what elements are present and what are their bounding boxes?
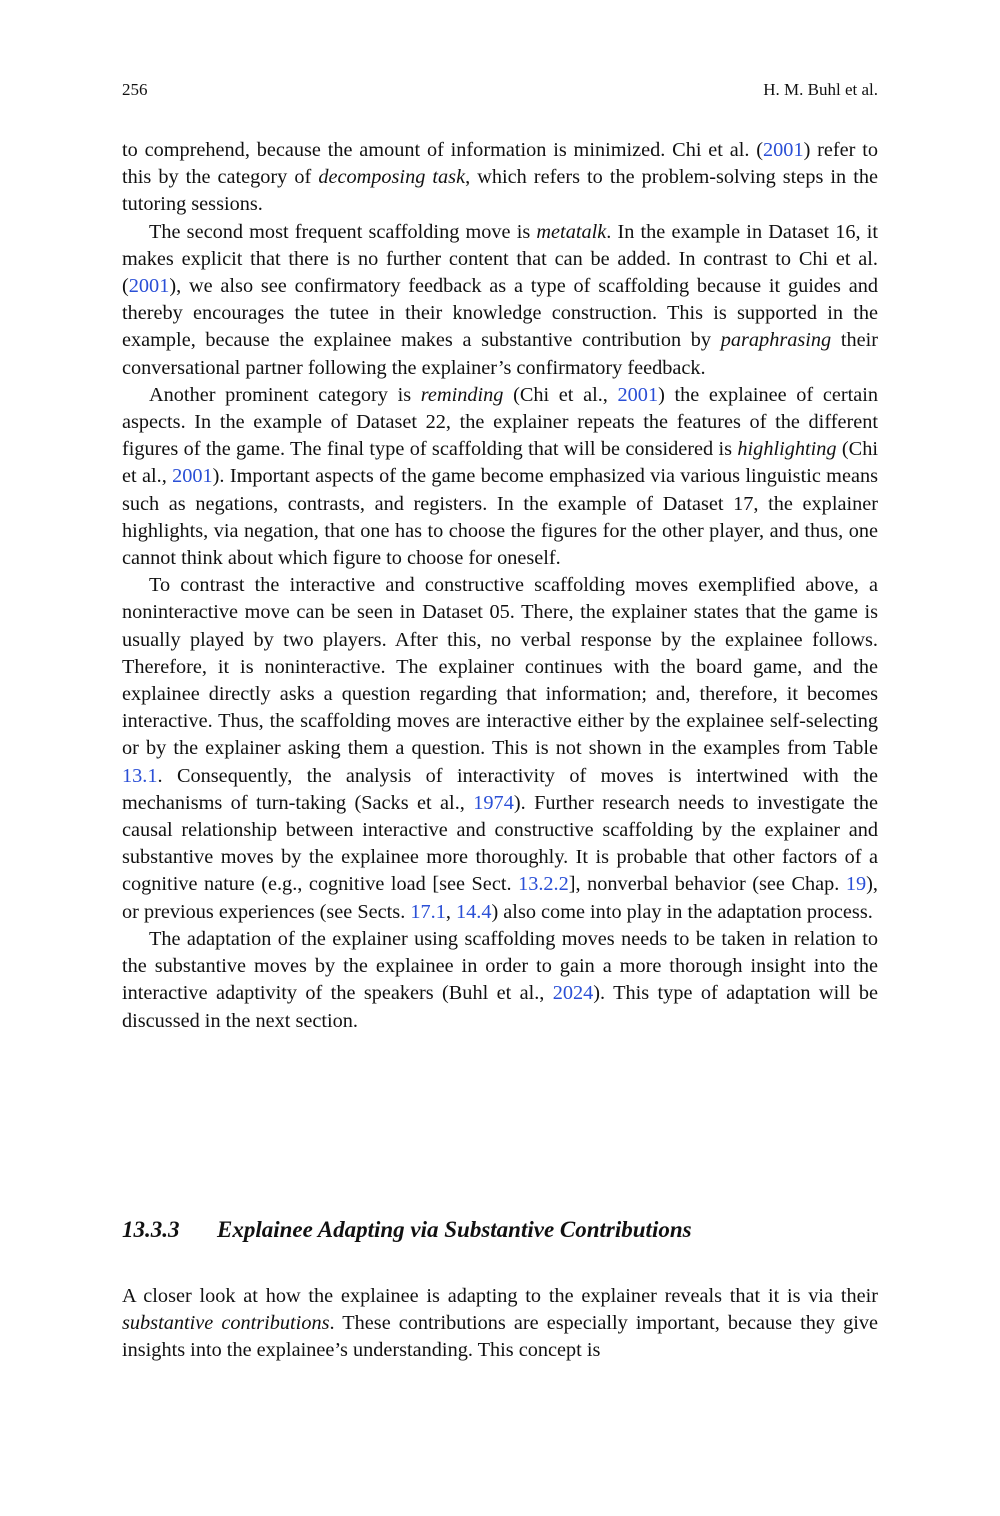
citation-link[interactable]: 13.1	[122, 764, 158, 787]
paragraph	[122, 1283, 878, 1365]
text-run: ,	[445, 900, 456, 923]
italic-term: reminding	[420, 383, 504, 406]
running-head: H. M. Buhl et al.	[763, 80, 878, 99]
page-header	[122, 80, 878, 100]
paragraph	[122, 572, 878, 926]
italic-term: decomposing task	[318, 166, 466, 189]
text-run: Another prominent category is	[149, 383, 421, 406]
text-run: (Chi et al.,	[122, 438, 878, 488]
italic-term: paraphrasing	[720, 329, 832, 352]
text-run: ) the explainee of certain aspects. In the example of Dataset 22, the explainer repeats the features of the different figures of the game. The final type of scaffolding that will be considered is	[122, 383, 878, 461]
citation-link[interactable]: 14.4	[455, 900, 492, 923]
section-number: 13.3.3	[122, 1217, 180, 1242]
section-body-text	[122, 1283, 878, 1365]
body-text	[122, 137, 878, 1035]
text-run: The adaptation of the explainer using scaffolding moves needs to be taken in relation to the substantive moves by the explainee in order to gain a more thorough insight into the interactive adaptivity of the speakers (Buhl et al.,	[122, 927, 878, 1005]
text-run: ], nonverbal behavior (see Chap.	[568, 873, 846, 896]
citation-link[interactable]: 17.1	[410, 900, 446, 923]
citation-link[interactable]: 2001	[763, 139, 804, 161]
citation-link[interactable]: 19	[845, 873, 867, 896]
text-run: ). Further research needs to investigate the causal relationship between interactive and constructive scaffolding by the explainer and substantive moves by the explainee more thoroughly. It is probable that other factors of a cognitive nature (e.g., cognitive load [see Sect.	[122, 791, 878, 896]
text-run: To contrast the interactive and constructive scaffolding moves exemplified above, a noninteractive move can be seen in Dataset 05. There, the explainer states that the game is usually played by two players. After this, no verbal response by the explainee follows. Therefore, it is noninteractive. The explainer continues with the board game, and the explainee directly asks a question regarding that information; and, therefore, it becomes interactive. Thus, the scaffolding moves are interactive either by the explainee self-selecting or by the explainer asking them a question. This is not shown in the examples from Table	[122, 574, 878, 760]
citation-link[interactable]: 2001	[128, 275, 170, 298]
text-run: , which refers to the problem-solving steps in the tutoring sessions.	[122, 166, 878, 216]
text-run: . These contributions are especially important, because they give insights into the explainee’s understanding. This concept is	[122, 1312, 878, 1362]
page-number: 256	[122, 80, 148, 99]
text-run: . In the example in Dataset 16, it makes explicit that there is no further content that can be added. In contrast to Chi et al. (	[122, 220, 878, 298]
citation-link[interactable]: 2024	[552, 982, 594, 1005]
italic-term: metatalk	[536, 220, 607, 243]
text-run: to comprehend, because the amount of information is minimized. Chi et al. (	[122, 139, 764, 161]
section-title: Explainee Adapting via Substantive Contributions	[217, 1217, 692, 1242]
italic-term: highlighting	[737, 438, 837, 461]
citation-link[interactable]: 1974	[473, 791, 514, 814]
text-run: ). Important aspects of the game become emphasized via various linguistic means such as negations, contrasts, and registers. In the example of Dataset 17, the explainer highlights, via negation, that one has to choose the figures for the other player, and thus, one cannot think about which figure to choose for oneself.	[122, 465, 878, 570]
paragraph	[122, 382, 878, 572]
text-run: ) also come into play in the adaptation process.	[491, 900, 873, 923]
italic-term: substantive contributions	[122, 1312, 330, 1335]
citation-link[interactable]: 2001	[617, 383, 659, 406]
text-run: A closer look at how the explainee is adapting to the explainer reveals that it is via their	[122, 1285, 878, 1307]
paragraph	[122, 137, 878, 219]
citation-link[interactable]: 2001	[172, 465, 213, 488]
text-run: (Chi et al.,	[503, 383, 618, 406]
paragraph	[122, 926, 878, 1035]
text-run: . Consequently, the analysis of interactivity of moves is intertwined with the mechanisms of turn-taking (Sacks et al.,	[122, 764, 878, 814]
text-run: ), or previous experiences (see Sects.	[122, 873, 878, 923]
text-run: ) refer to this by the category of	[122, 139, 878, 189]
text-run: ), we also see confirmatory feedback as a type of scaffolding because it guides and thereby encourages the tutee in their knowledge construction. This is supported in the example, because the explainee makes a substantive contribution by	[122, 275, 878, 352]
text-run: their conversational partner following the explainer’s confirmatory feedback.	[122, 329, 878, 379]
text-run: The second most frequent scaffolding move is	[149, 220, 537, 243]
section-heading	[122, 1217, 878, 1243]
paragraph	[122, 219, 878, 382]
citation-link[interactable]: 13.2.2	[518, 873, 569, 896]
text-run: ). This type of adaptation will be discussed in the next section.	[122, 982, 878, 1032]
